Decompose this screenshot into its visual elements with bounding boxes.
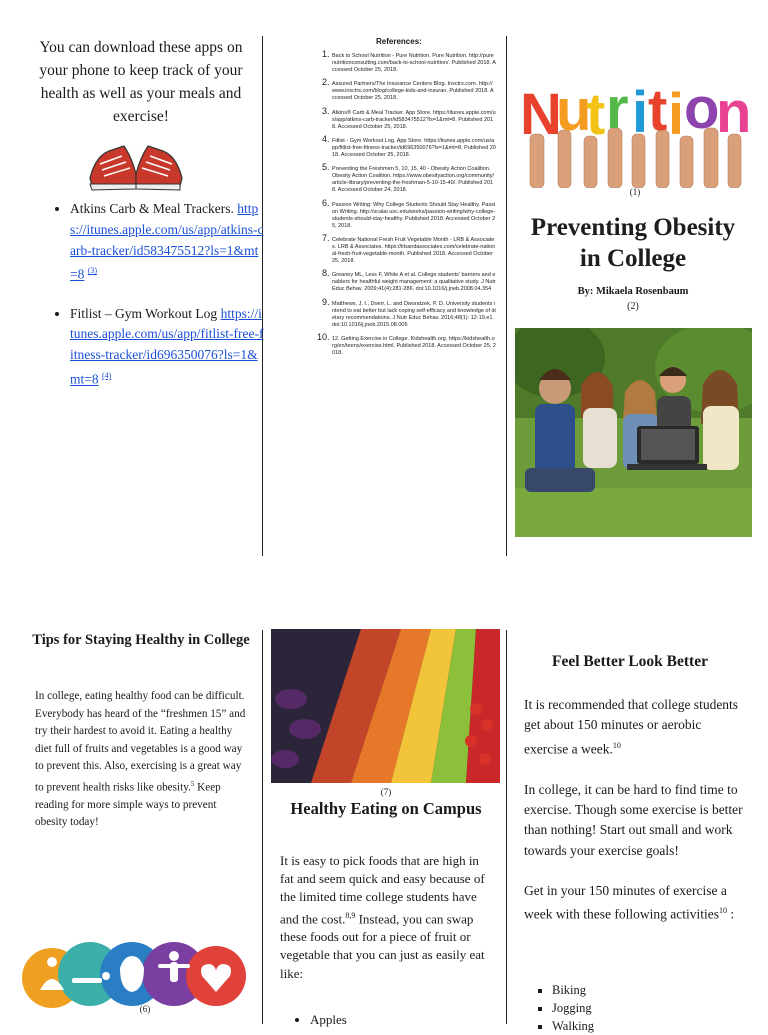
list-item bbox=[70, 304, 265, 391]
reference-item: 8. Greaney ML, Less F, White A et al. College students' barriers and enablers for healthful weight management: a qualitative study. J Nutr Educ Behav. 2009;41(4):281-286. doi:10.1016/j.jneb.2008.04.354 bbox=[332, 270, 496, 293]
letter-i: i bbox=[632, 80, 649, 145]
letter-o: o bbox=[684, 76, 720, 141]
reference-item: 5. Preventing the Freshmen 5, 10, 15, 40 - Obesity Action Coalition. Obesity Action Coalition. https://www.obesityaction.org/community/article-library/preventing-the-freshman-5-10-15-40/. Published 2018. Accessed October 24, 2018. bbox=[332, 164, 496, 194]
tips-title: Tips for Staying Healthy in College bbox=[32, 632, 250, 648]
list-item: ▪ Jogging bbox=[552, 999, 732, 1017]
footnote-ref: 10 bbox=[612, 740, 621, 750]
letter-n: N bbox=[520, 82, 562, 147]
app-reference: (3) bbox=[87, 266, 98, 276]
health-icons-image bbox=[20, 918, 246, 1010]
reference-item: 3. Atkins® Carb & Meal Tracker. App Store. https://itunes.apple.com/us/app/atkins-carb-tracker/id583475512?ls=1&mt=8. Published 2018. Accessed October 25, 2018. bbox=[332, 108, 496, 131]
tips-paragraph: In college, eating healthy food can be difficult. Everybody has heard of the “freshmen 15” and try their hardest to avoid it. Eating a healthy diet full of fruits and vegetables is a good way to prevent this. Also, exercising is a great way to prevent health risks like obesity.$^5$ Keep reading for more simple ways to prevent obesity today! bbox=[35, 690, 246, 829]
panel-divider bbox=[506, 36, 507, 556]
references-title: References: bbox=[376, 37, 422, 46]
letter-n: n bbox=[716, 80, 752, 145]
footnote-ref: 5 bbox=[190, 779, 195, 788]
paragraph: Get in your 150 minutes of exercise a week with these following activities$^{10}$ : bbox=[524, 883, 735, 922]
reference-item: 10. 12. Getting Exercise in College. Kidshealth.org. https://kidshealth.org/en/teens/exercise.html. Published 2018. Accessed October 25, 2018. bbox=[332, 334, 496, 357]
panel-divider bbox=[506, 630, 507, 1024]
list-item: ▪ Walking bbox=[552, 1017, 732, 1035]
image-caption: (7) bbox=[380, 787, 392, 797]
running-shoes-image bbox=[86, 134, 186, 194]
app-name: Atkins Carb & Meal Trackers. bbox=[70, 201, 234, 216]
healthy-eating-paragraph: It is easy to pick foods that are high in fat and seem quick and easy because of the limited time college students have and the cost.$^{8,9}$ Instead, you can swap these foods out for a piece of fruit or vegetable that you can just as easily eat like: bbox=[280, 853, 485, 981]
letter-i: i bbox=[668, 82, 685, 147]
image-caption: (2) bbox=[627, 301, 639, 312]
app-list bbox=[50, 199, 265, 408]
paragraph: It is recommended that college students get about 150 minutes or aerobic exercise a week.$^{10}$ bbox=[524, 697, 739, 757]
healthy-eating-title: Healthy Eating on Campus bbox=[290, 799, 482, 818]
reference-item: 9. Matthews, J. I., Doerr, L. and Dworatzek, P. D. University students intend to eat better but lack coping self-efficacy and knowledge of dietary recommendations. J Nutr Educ Behav. 2016;48(1): 12-19.e1.doi:10.1016/j.jneb.2015.08.005 bbox=[332, 299, 496, 329]
vegetables-photo bbox=[271, 629, 500, 783]
author-byline: By: Mikaela Rosenbaum bbox=[577, 286, 689, 297]
apps-intro: You can download these apps on your phone to keep track of your health as well as your meals and exercise! bbox=[39, 39, 243, 125]
students-photo bbox=[515, 328, 752, 537]
activity-list bbox=[532, 981, 732, 1035]
reference-item: 7. Celebrate National Fresh Fruit Vegetable Month - LRB & Associates. LRB & Associates. https://lrbandassociates.com/celebrate-national-fresh-fruit-vegetable-month. Published 2018. Accessed October 25, 2018. bbox=[332, 235, 496, 265]
exercise-text bbox=[524, 695, 744, 946]
footnote-ref: 8,9 bbox=[345, 910, 356, 920]
app-name: Fitlist – Gym Workout Log bbox=[70, 305, 218, 321]
letter-t: t bbox=[648, 78, 668, 143]
image-caption: (1) bbox=[629, 187, 641, 197]
feel-better-title: Feel Better Look Better bbox=[552, 653, 708, 670]
letter-r: r bbox=[606, 76, 629, 141]
letter-u: u bbox=[556, 78, 592, 143]
app-link[interactable]: https://itunes.apple.com/us/app/fitlist-free-fitness-tracker/id696350076?ls=1&mt=8 bbox=[70, 305, 264, 387]
footnote-ref: 10 bbox=[718, 906, 727, 916]
list-item: ▪ Biking bbox=[552, 981, 732, 999]
reference-item: 4. Fitlist - Gym Workout Log. App Store. https://itunes.apple.com/us/app/fitlist-free-fitness-tracker/id696350076?ls=1&mt=8. Published 2018. Accessed October 25, 2018. bbox=[332, 136, 496, 159]
list-item bbox=[70, 199, 265, 286]
food-list bbox=[290, 1012, 490, 1028]
cover-title: Preventing Obesity in College bbox=[530, 214, 736, 272]
reference-item: 1. Back to School Nutrition - Pure Nutrition. Pure Nutrition. http://purenutritionconsulting.com/back-to-school-nutrition/. Published 2018. Accessed October 25, 2018. bbox=[332, 51, 496, 74]
references-list bbox=[310, 51, 496, 362]
reference-item: 2. Assured Partners/The Insurance Centers Blog. Insctrs.com. http://www.insctrs.com/blog/college-kids-and-insuran. Published 2018. Accessed October 25, 2018. bbox=[332, 79, 496, 102]
image-caption: (6) bbox=[139, 1004, 151, 1014]
reference-item: 6. Passion Writing: Why College Students Should Stay Healthy. Passion Writing. http://scalar.usc.edu/works/passion-writing/why-college-students-should-stay-healthy. Published 2018. Accessed October 25, 2018. bbox=[332, 200, 496, 230]
app-reference: (4) bbox=[102, 371, 112, 381]
letter-t: t bbox=[586, 82, 606, 147]
paragraph: In college, it can be hard to find time to exercise. Though some exercise is better than nothing! Start out small and work towards your exercise goals! bbox=[524, 781, 743, 858]
app-link[interactable]: https://itunes.apple.com/us/app/atkins-carb-tracker/id583475512?ls=1&mt=8 bbox=[70, 201, 264, 282]
nutrition-letters-image bbox=[520, 64, 752, 188]
panel-divider bbox=[262, 630, 263, 1024]
list-item: • Apples bbox=[310, 1012, 490, 1028]
